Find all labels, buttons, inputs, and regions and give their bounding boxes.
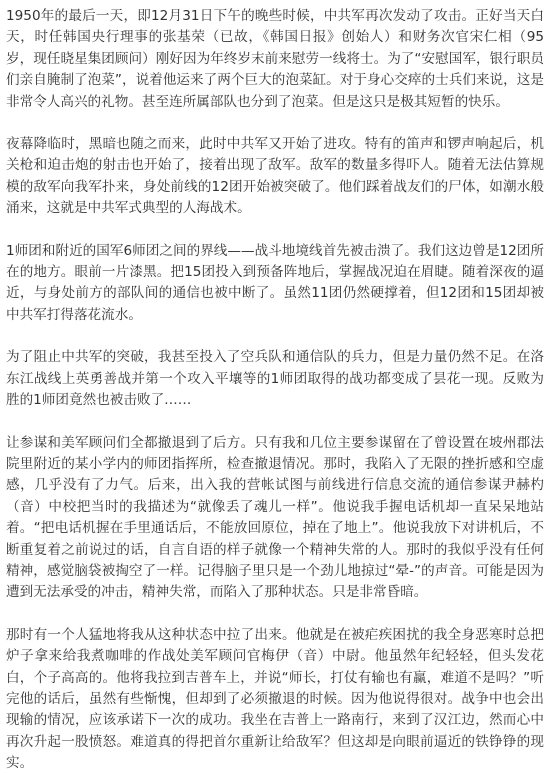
article-paragraph-4: 为了阻止中共军的突破，我甚至投入了空兵队和通信队的兵力，但是力量仍然不足。在洛东江战线上英勇善战并第一个攻入平壤等的1师团取得的战功都变成了昙花一现。反败为胜的1师团竟然也被击败了…… xyxy=(6,349,544,409)
article-paragraph-2: 夜幕降临时，黑暗也随之而来，此时中共军又开始了进攻。特有的笛声和锣声响起后，机关枪和迫击炮的射击也开始了，接着出现了敌军。敌军的数量多得吓人。随着无法估算规模的敌军向我军扑来，身处前线的12团开始被突破了。他们踩着战友们的尸体，如潮水般涌来，这就是中共军式典型的人海战术。 xyxy=(6,136,544,217)
article-paragraph-3: 1师团和附近的国军6师团之间的界线——战斗地境线首先被击溃了。我们这边曾是12团所在的地方。眼前一片漆黑。把15团投入到预备阵地后，掌握战况迫在眉睫。随着深夜的逼近，与身处前方的部队间的通信也被中断了。虽然11团仍然硬撑着，但12团和15团却被中共军打得落花流水。 xyxy=(6,242,544,323)
article-paragraph-5: 让参谋和美军顾问们全都撤退到了后方。只有我和几位主要参谋留在了曾设置在坡州郡法院里附近的某小学内的师团指挥所，检查撤退情况。那时，我陷入了无限的挫折感和空虚感，几乎没有了力气。后来，出入我的营帐试图与前线进行信息交流的通信参谋尹赫杓（音）中校把当时的我描述为“就像丢了魂儿一样”。他说我手握电话机却一直呆呆地站着。“把电话机握在手里通话后，不能放回原位，掉在了地上”。他说我放下对讲机后，不断重复着之前说过的话，自言自语的样子就像一个精神失常的人。那时的我似乎没有任何精神，感觉脑袋被掏空了一样。记得脑子里只是一个劲儿地掠过“晕-”的声音。可能是因为遭到无法承受的冲击，精神失常，而陷入了那种状态。只是非常昏暗。 xyxy=(6,434,544,601)
article-paragraph-1: 1950年的最后一天，即12月31日下午的晚些时候，中共军再次发动了攻击。正好当天白天，时任韩国央行理事的张基荣（已故，《韩国日报》创始人）和财务次官宋仁相（95岁，现任晓星集团顾问）刚好因为年终岁末前来慰劳一线将士。为了“安慰国军，银行职员们亲自腌制了泡菜”，说着他运来了两个巨大的泡菜缸。对于身心交瘁的士兵们来说，这是非常令人高兴的礼物。甚至连所属部队也分到了泡菜。但是这只是极其短暂的快乐。 xyxy=(6,8,544,110)
article-paragraph-6: 那时有一个人猛地将我从这种状态中拉了出来。他就是在被疟疾困扰的我全身恶寒时总把炉子拿来给我煮咖啡的作战处美军顾问官梅伊（音）中尉。他虽然年纪轻轻，但头发花白，个子高高的。他将我拉到吉普车上，并说“师长，打仗有输也有赢，难道不是吗？”听完他的话后，虽然有些惭愧，但却到了必须撤退的时候。因为他说得很对。战争中也会出现输的情况，应该承诺下一次的成功。我坐在吉普上一路南行，来到了汉江边，然而心中再次升起一股愤怒。难道真的得把首尔重新让给敌军？但这却是向眼前逼近的铁铮铮的现实。 xyxy=(6,626,544,772)
